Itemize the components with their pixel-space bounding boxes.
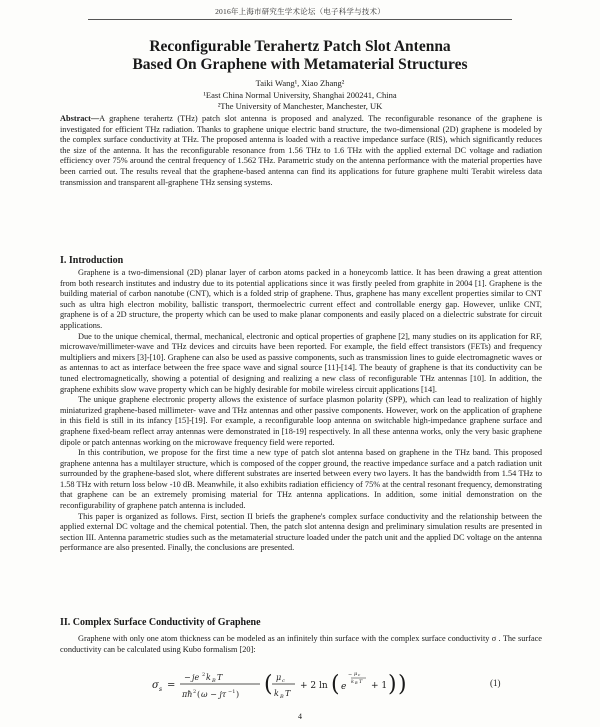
svg-text:B: B	[355, 681, 358, 685]
svg-text:=: =	[167, 680, 176, 691]
abstract	[60, 114, 542, 188]
section-2-body	[60, 634, 542, 655]
title-line-1: Reconfigurable Terahertz Patch Slot Antenna	[149, 38, 451, 55]
svg-text:(: (	[331, 672, 340, 697]
header-rule	[88, 19, 512, 20]
intro-paragraph: The unique graphene electronic property allows the existence of surface plasmon polarity (SPP), which can lead to realization of highly miniaturized graphene-based millimeter- wave and THz antennas and other passive components. However, work on the application of graphene in this field is still in its infancy [15]-[19]. For example, a reconfigurable loop antenna on switchable high-impedance graphene surface and graphene fixed-beam reflect array antennas were demonstrated in [18-19] respectively. In all these antenna works, only the very basic graphene dipole or patch antennas working on the microwave frequency field were reported.	[60, 395, 542, 447]
introduction-body	[60, 268, 542, 554]
svg-text:B: B	[280, 694, 284, 700]
svg-text:−: −	[348, 672, 353, 678]
section-2-heading: II. Complex Surface Conductivity of Graphene	[60, 617, 261, 628]
svg-text:μ: μ	[276, 673, 282, 682]
svg-text:): )	[388, 672, 397, 697]
svg-text:k: k	[206, 673, 211, 682]
title-line-2: Based On Graphene with Metamaterial Structures	[132, 56, 468, 73]
svg-text:k: k	[351, 679, 355, 685]
svg-text:−1: −1	[228, 689, 236, 695]
svg-text:je: je	[192, 673, 200, 682]
svg-text:ω − jτ: ω − jτ	[201, 690, 227, 699]
affiliation-1: ¹East China Normal University, Shanghai 200241, China	[203, 90, 397, 100]
svg-text:s: s	[159, 686, 163, 693]
svg-text:μ: μ	[354, 671, 358, 677]
running-head: 2016年上海市研究生学术论坛（电子科学与技术）	[215, 7, 385, 16]
svg-text:2: 2	[193, 689, 197, 695]
svg-text:B: B	[212, 678, 216, 684]
intro-paragraph: This paper is organized as follows. First, section II briefs the graphene's complex surface conductivity and the relationship between the applied external DC voltage and the chemical potential. Then, the patch slot antenna design and preliminary simulation results are presented in section III. Antenna parametric studies such as the metamaterial structure loaded under the patch unit and the applied DC voltage on the antenna performance are also presented. Finally, the conclusions are presented.	[60, 511, 542, 553]
section-1-heading: I. Introduction	[60, 255, 124, 266]
svg-text:e: e	[341, 682, 347, 692]
svg-text:c: c	[282, 678, 285, 684]
kubo-formula	[150, 666, 470, 704]
intro-paragraph: In this contribution, we propose for the first time a new type of patch slot antenna based on graphene in the THz band. This proposed graphene antenna has a multilayer structure, which is composed of the copper ground, the reactive impedance surface and a patch radiation unit surrounded by the graphene-based slot, where different substrates are inserted between every two layers. It has the bandwidth from 1.54 THz to 1.58 THz with return loss below -10 dB. Meanwhile, it also exhibits radiation efficiency of 75% at the central resonant frequency, demonstrating that graphene can be an extremely promising material for THz antenna applications. In addition, some initial demonstration on the reconfigurability of graphene patch antenna is included.	[60, 448, 542, 511]
section-2-paragraph: Graphene with only one atom thickness can be modeled as an infinitely thin surface with the complex surface conductivity σ . The surface conductivity can be calculated using Kubo formalism [20]:	[60, 634, 542, 654]
svg-text:): )	[398, 672, 407, 697]
svg-text:2: 2	[202, 672, 206, 678]
abstract-body: A graphene terahertz (THz) patch slot antenna is proposed and analyzed. The reconfigurable resonance of the graphene is investigated for efficient THz radiation. Thanks to graphene unique electric band structure, the two-dimensional (2D) graphene is modeled by the complex surface conductivity at THz. The proposed antenna is loaded with a reactive impedance surface (RIS), which significantly reduces the size of the antenna. It has the reconfigurable resonance from 1.56 THz to 1.6 THz with the applied external DC voltage and radiation efficiency over 75% around the central frequency of 1.562 THz. Parametric study on the antenna performance with the material properties have been carried out. The results reveal that the graphene-based antenna can find its applications for future graphene multi Terabit wireless data transmission and transparent all-graphene THz sensing systems.	[60, 114, 542, 187]
svg-text:(: (	[264, 672, 273, 697]
affiliation-2: ²The University of Manchester, Manchester, UK	[217, 101, 383, 111]
svg-text:(: (	[197, 690, 201, 699]
abstract-label: Abstract—	[60, 114, 100, 123]
svg-text:T: T	[217, 673, 223, 682]
svg-text:c: c	[358, 672, 361, 677]
svg-text:+ 2 ln: + 2 ln	[300, 681, 328, 691]
svg-text:k: k	[274, 689, 279, 698]
page-number: 4	[298, 712, 302, 721]
svg-text:T: T	[359, 679, 363, 685]
svg-text:−: −	[184, 673, 191, 682]
intro-paragraph: Due to the unique chemical, thermal, mechanical, electronic and optical properties of graphene [2], many studies on its application for RF, microwave/millimeter-wave and THz devices and circuits have been reported. For example, the field effect transistors (FETs) and frequency multipliers and mixers [3]-[10]. Graphene can also be used as passive components, such as transmission lines to guide electromagnetic waves or as antennas to act as interface between the free space wave and signal source [11]-[14]. The beauty of graphene is that its conductivity can be tuned electromagnetically, showing a potential of designing and realizing a new class of reconfigurable THz antennas [10]. In addition, the graphene exhibits slow wave property which can be highly desirable for mobile wireless circuit applications [14].	[60, 331, 542, 394]
svg-text:): )	[236, 690, 240, 699]
svg-text:+ 1: + 1	[371, 681, 388, 691]
authors: Taiki Wang¹, Xiao Zhang²	[255, 78, 345, 88]
equation-number: (1)	[490, 678, 501, 688]
svg-text:σ: σ	[152, 680, 159, 691]
paper-title	[0, 38, 600, 74]
svg-text:T: T	[285, 689, 291, 698]
svg-text:πħ: πħ	[182, 690, 193, 699]
intro-paragraph: Graphene is a two-dimensional (2D) planar layer of carbon atoms packed in a honeycomb lattice. It has been drawing a great attention from both research institutes and industry due to its potential applications since it was firstly peeled from graphite in 2004 [1]. Graphene is the building material of carbon nanotube (CNT), which is a folded strip of graphene. Thus, graphene has many excellent properties similar to CNT such as ultra high electron mobility, ballistic transport, thermoelectric current effect and controllable energy gap. However, unlike CNT, graphene is of a 2D structure, the property which can be used to make planar components and easily placed on a dielectric substrate for circuit applications.	[60, 268, 542, 330]
